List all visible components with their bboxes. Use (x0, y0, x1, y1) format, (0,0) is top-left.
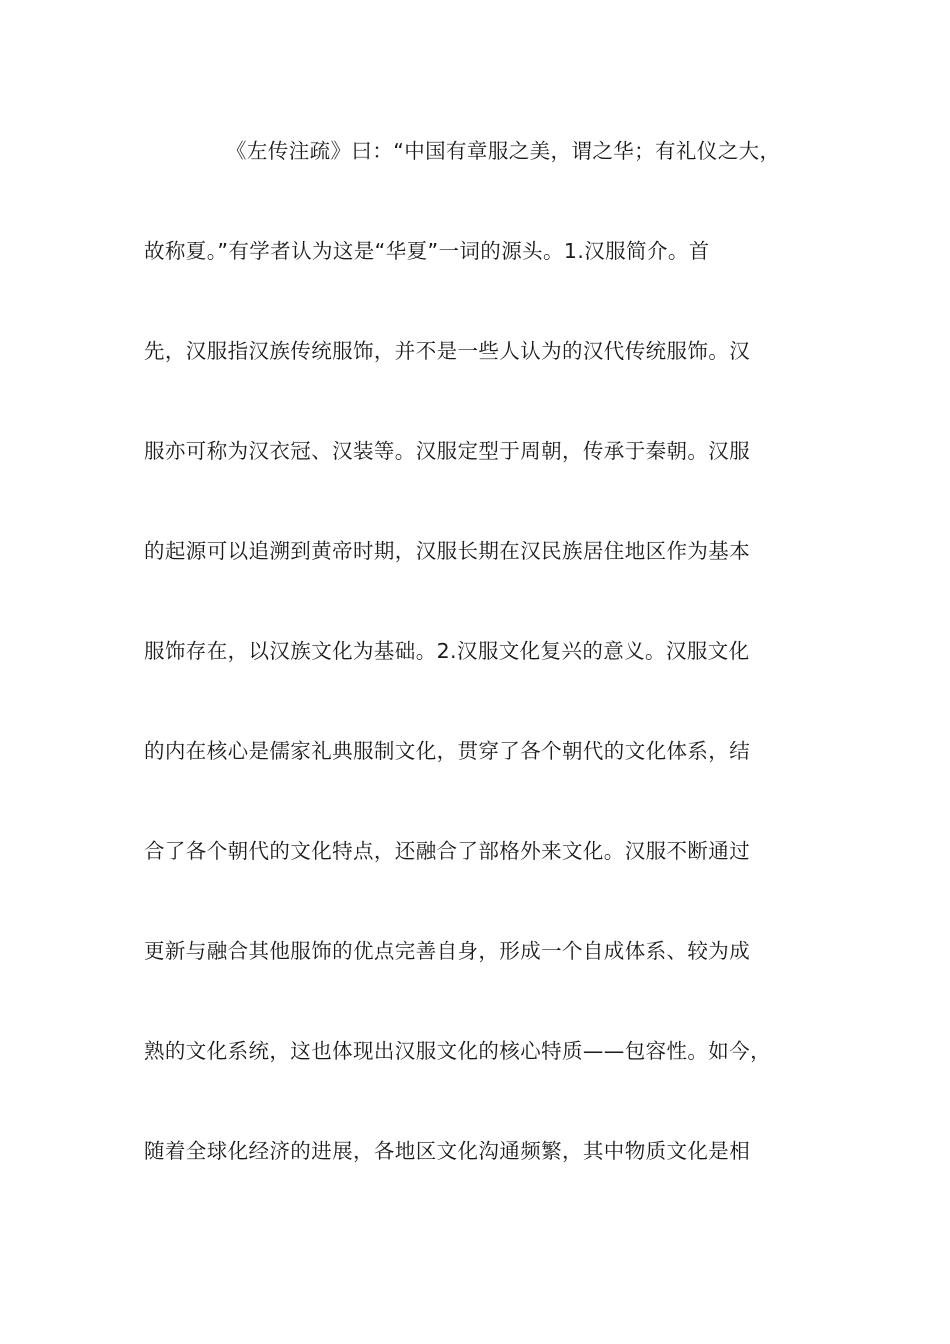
paragraph-line: 故称夏。”有学者认为这是“华夏”一词的源头。1.汉服简介。首 (144, 239, 710, 263)
paragraph-line: 的起源可以追溯到黄帝时期，汉服长期在汉民族居住地区作为基本 (144, 539, 751, 563)
paragraph-line: 随着全球化经济的进展，各地区文化沟通频繁，其中物质文化是相 (144, 1139, 751, 1163)
paragraph-line: 先，汉服指汉族传统服饰，并不是一些人认为的汉代传统服饰。汉 (144, 339, 751, 363)
paragraph-line: 《左传注疏》曰：“中国有章服之美，谓之华；有礼仪之大， (226, 139, 781, 163)
paragraph-line: 合了各个朝代的文化特点，还融合了部格外来文化。汉服不断通过 (144, 839, 751, 863)
paragraph-line: 熟的文化系统，这也体现出汉服文化的核心特质——包容性。如今， (144, 1039, 771, 1063)
body-paragraph (144, 126, 824, 1226)
paragraph-line: 更新与融合其他服饰的优点完善自身，形成一个自成体系、较为成 (144, 939, 751, 963)
paragraph-line: 服饰存在，以汉族文化为基础。2.汉服文化复兴的意义。汉服文化 (144, 639, 750, 663)
paragraph-line: 服亦可称为汉衣冠、汉装等。汉服定型于周朝，传承于秦朝。汉服 (144, 439, 751, 463)
paragraph-line: 的内在核心是儒家礼典服制文化，贯穿了各个朝代的文化体系，结 (144, 739, 751, 763)
